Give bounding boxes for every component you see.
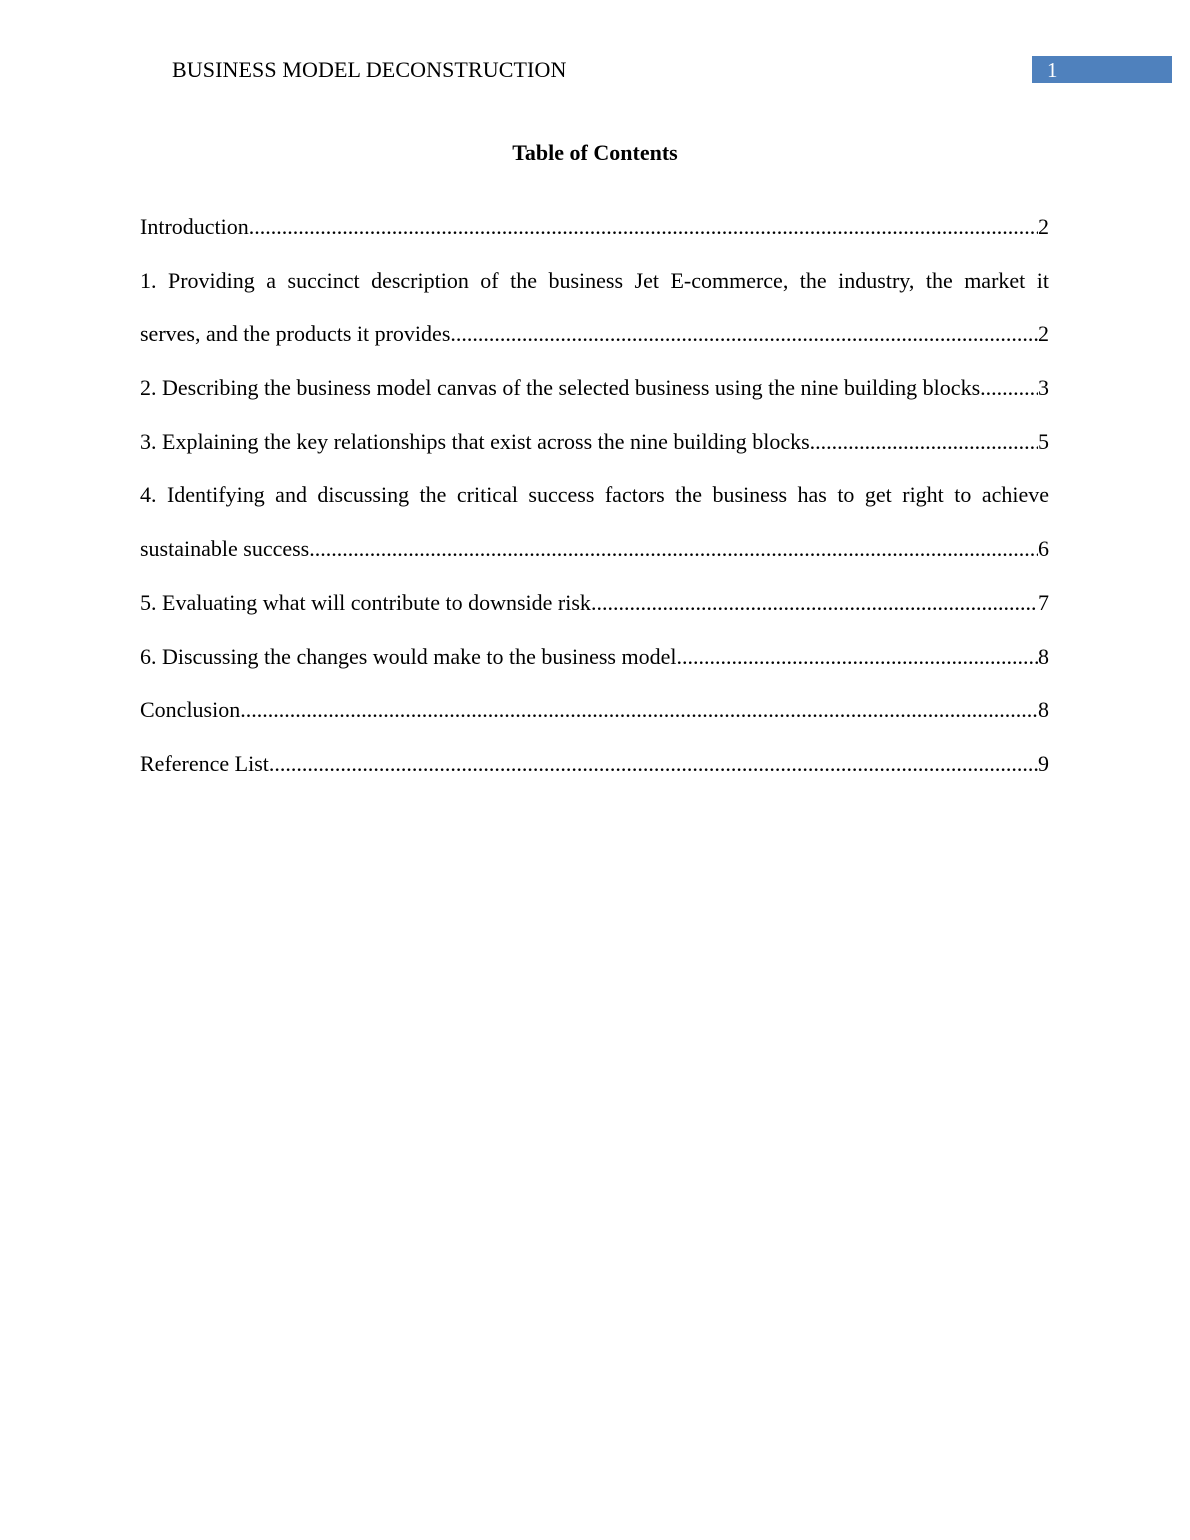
toc-dot-leader bbox=[309, 532, 1038, 566]
toc-entry-text: sustainable success bbox=[140, 536, 310, 562]
toc-entry-text: 2. Describing the business model canvas of the selected business using the nine building blocks bbox=[140, 375, 981, 401]
toc-page-number: 2 bbox=[1038, 214, 1049, 239]
table-of-contents bbox=[140, 210, 1049, 801]
toc-dot-leader bbox=[450, 317, 1038, 351]
toc-entry-6[interactable] bbox=[140, 640, 1049, 694]
toc-dot-leader bbox=[591, 586, 1038, 620]
page-header bbox=[0, 56, 1190, 84]
toc-page-number: 5 bbox=[1038, 428, 1049, 454]
toc-entry-4-line-2[interactable] bbox=[140, 532, 1049, 586]
toc-page-number: 7 bbox=[1038, 589, 1049, 615]
toc-dot-leader bbox=[240, 693, 1038, 727]
toc-page-number: 9 bbox=[1038, 750, 1049, 776]
toc-entry-text: Introduction bbox=[140, 214, 249, 239]
toc-entry-1-line-1[interactable] bbox=[140, 264, 1049, 318]
toc-entry-text: serves, and the products it provides bbox=[140, 321, 451, 347]
page-number: 1 bbox=[1047, 58, 1058, 82]
toc-page-number: 8 bbox=[1038, 697, 1049, 723]
toc-dot-leader bbox=[980, 371, 1038, 405]
toc-entry-3[interactable] bbox=[140, 425, 1049, 479]
toc-dot-leader bbox=[269, 747, 1038, 781]
toc-entry-4-line-1[interactable] bbox=[140, 478, 1049, 532]
toc-entry-text: 5. Evaluating what will contribute to downside risk bbox=[140, 589, 591, 615]
toc-entry-1-line-2[interactable] bbox=[140, 317, 1049, 371]
toc-entry-conclusion[interactable] bbox=[140, 693, 1049, 747]
toc-dot-leader bbox=[676, 640, 1038, 674]
toc-entry-text: 1. Providing a succinct description of the business Jet E-commerce, the industry, the market it bbox=[140, 267, 1049, 293]
toc-entry-text: 6. Discussing the changes would make to the business model bbox=[140, 643, 677, 669]
toc-entry-text: Conclusion bbox=[140, 697, 241, 723]
toc-entry-reference-list[interactable] bbox=[140, 747, 1049, 801]
toc-dot-leader bbox=[249, 210, 1038, 244]
toc-page-number: 2 bbox=[1038, 321, 1049, 347]
toc-entry-5[interactable] bbox=[140, 586, 1049, 640]
toc-page-number: 3 bbox=[1038, 375, 1049, 401]
toc-entry-introduction[interactable] bbox=[140, 210, 1049, 264]
page-number-box bbox=[1032, 56, 1172, 83]
toc-entry-text: Reference List bbox=[140, 750, 269, 776]
toc-title: Table of Contents bbox=[512, 140, 678, 165]
toc-page-number: 8 bbox=[1038, 643, 1049, 669]
toc-page-number: 6 bbox=[1038, 536, 1049, 562]
toc-entry-2[interactable] bbox=[140, 371, 1049, 425]
toc-dot-leader bbox=[810, 425, 1038, 459]
running-header-title: BUSINESS MODEL DECONSTRUCTION bbox=[172, 57, 567, 82]
toc-entry-text: 4. Identifying and discussing the critical success factors the business has to get right to achieve bbox=[140, 482, 1049, 508]
toc-entry-text: 3. Explaining the key relationships that exist across the nine building blocks bbox=[140, 428, 810, 454]
